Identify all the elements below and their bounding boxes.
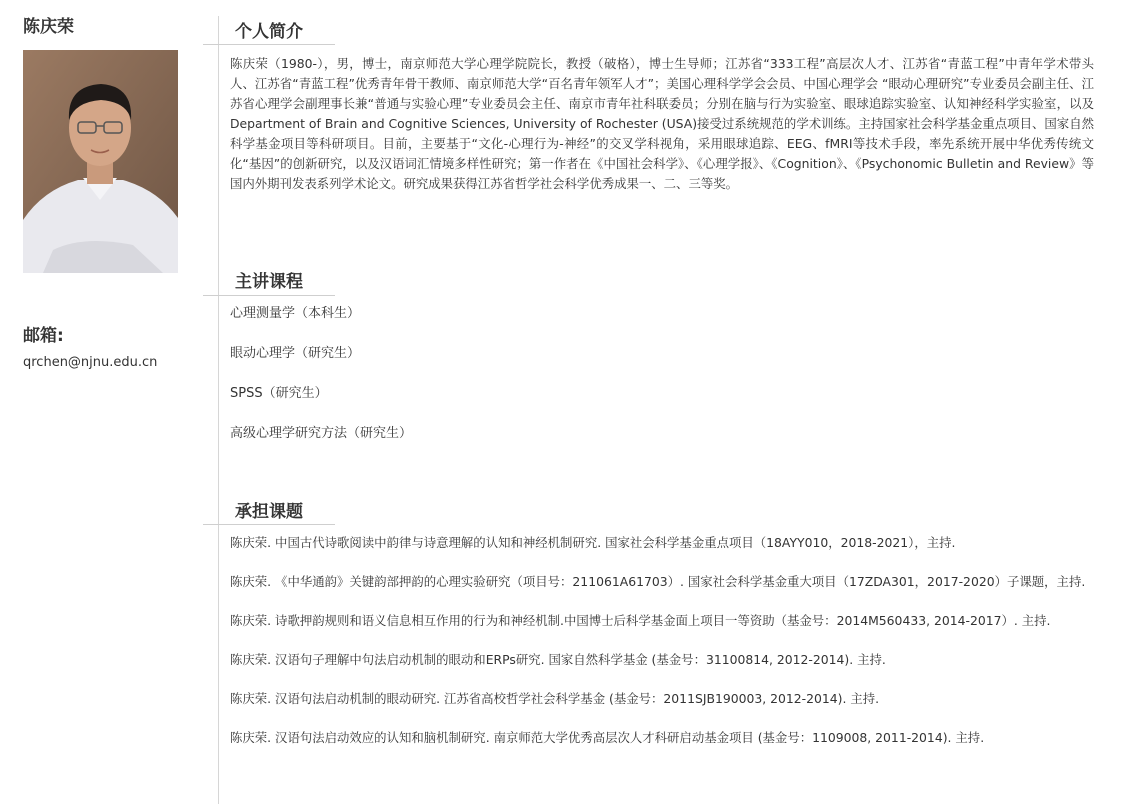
email-label: 邮箱: [23, 326, 64, 346]
bio-section-title: 个人简介 [235, 22, 303, 42]
bio-section-rule [203, 44, 335, 45]
course-item: SPSS（研究生） [230, 386, 328, 401]
profile-sidebar [0, 0, 218, 804]
profile-photo [23, 50, 178, 273]
course-item: 眼动心理学（研究生） [230, 346, 361, 361]
person-name: 陈庆荣 [23, 17, 74, 37]
courses-section-rule [203, 295, 335, 296]
project-item: 陈庆荣. 汉语句法启动机制的眼动研究. 江苏省高校哲学社会科学基金 (基金号：2011SJB190003, 2012-2014). 主持. [230, 691, 880, 706]
course-item: 高级心理学研究方法（研究生） [230, 426, 413, 441]
courses-section-title: 主讲课程 [235, 272, 303, 292]
course-item: 心理测量学（本科生） [230, 306, 361, 321]
project-item: 陈庆荣. 诗歌押韵规则和语义信息相互作用的行为和神经机制.中国博士后科学基金面上项目一等资助（基金号：2014M560433, 2014-2017）. 主持. [230, 613, 1051, 628]
projects-section-rule [203, 524, 335, 525]
project-item: 陈庆荣. 汉语句法启动效应的认知和脑机制研究. 南京师范大学优秀高层次人才科研启动基金项目 (基金号：1109008, 2011-2014). 主持. [230, 730, 985, 745]
project-item: 陈庆荣. 《中华通韵》关键韵部押韵的心理实验研究（项目号：211061A61703）. 国家社会科学基金重大项目（17ZDA301，2017-2020）子课题，主持. [230, 574, 1086, 589]
email-address[interactable]: qrchen@njnu.edu.cn [23, 355, 158, 370]
course-list [230, 304, 1090, 464]
project-item: 陈庆荣. 中国古代诗歌阅读中韵律与诗意理解的认知和神经机制研究. 国家社会科学基金重点项目（18AYY010，2018-2021），主持. [230, 535, 956, 550]
projects-section-title: 承担课题 [235, 502, 303, 522]
project-item: 陈庆荣. 汉语句子理解中句法启动机制的眼动和ERPs研究. 国家自然科学基金 (基金号：31100814, 2012-2014). 主持. [230, 652, 886, 667]
bio-text: 陈庆荣（1980-），男，博士，南京师范大学心理学院院长，教授（破格），博士生导师；江苏省“333工程”高层次人才、江苏省“青蓝工程”中青年学术带头人、江苏省“青蓝工程”优秀青年骨干教师、南京师范大学“百名青年领军人才”；美国心理科学学会会员、中国心理学会 “眼动心理研究”专业委员会副主任、江苏省心理学会副理事长兼“普通与实验心理”专业委员会主任、南京市青年社科联委员；分别在脑与行为实验室、眼球追踪实验室、认知神经科学实验室，以及Department of Brain and Cognitive Sciences, University of Rochester (USA)接受过系统规范的学术训练。主持国家社会科学基金重点项目、国家自然科学基金项目等科研项目。目前，主要基于“文化-心理行为-神经”的交叉学科视角，采用眼球追踪、EEG、fMRI等技术手段，率先系统开展中华优秀传统文化“基因”的创新研究，以及汉语词汇情境多样性研究；第一作者在《中国社会科学》、《心理学报》、《Cognition》、《Psychonomic Bulletin and Review》等国内外期刊发表系列学术论文。研究成果获得江苏省哲学社会科学优秀成果一、二、三等奖。 [230, 56, 1094, 191]
column-divider [218, 16, 219, 804]
project-list [230, 532, 1092, 766]
